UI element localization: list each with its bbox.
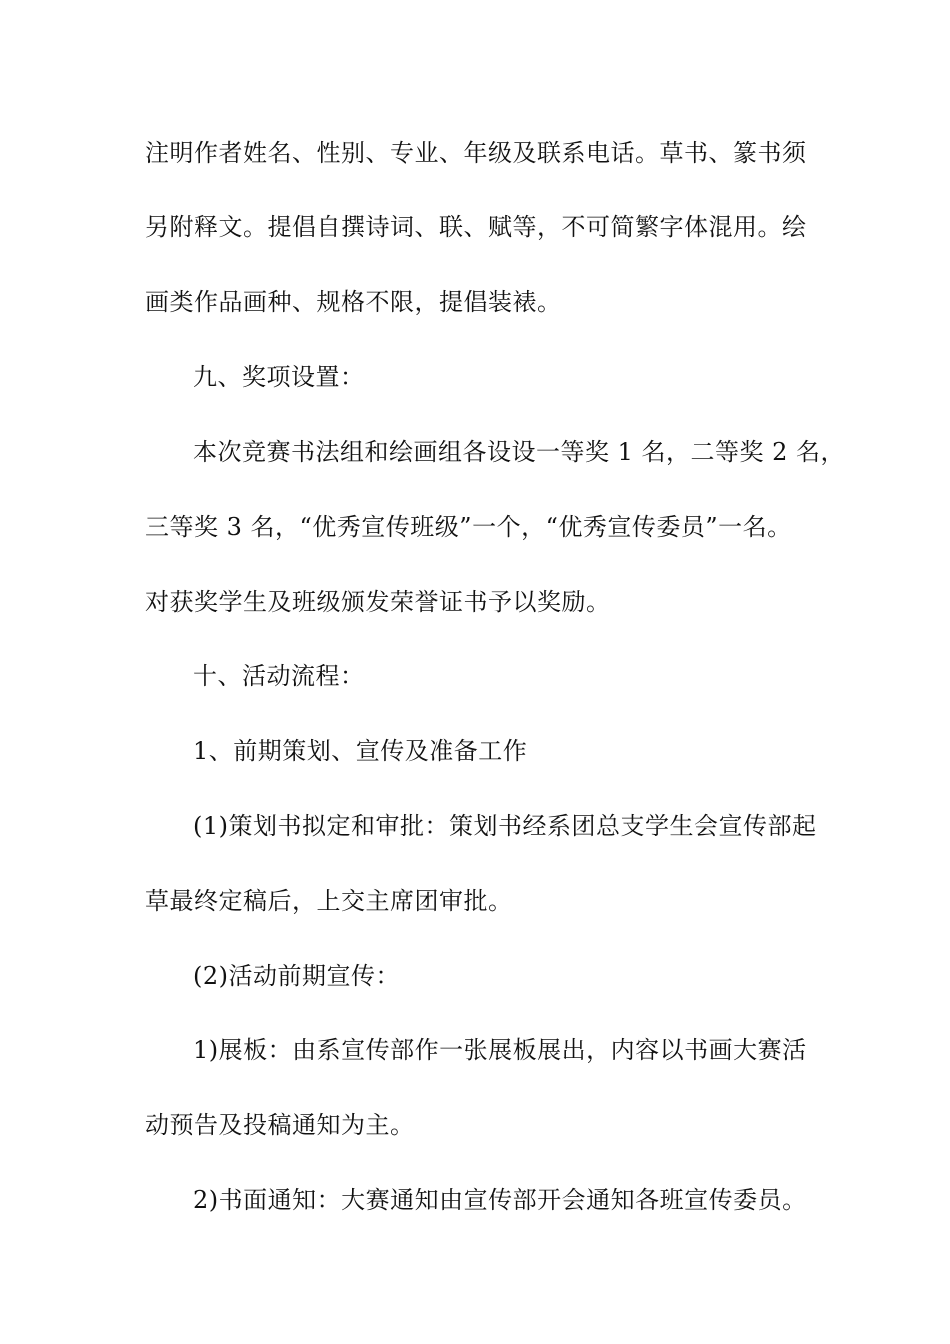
body-text-line: 注明作者姓名、性别、专业、年级及联系电话。草书、篆书须 (145, 139, 807, 167)
body-text-line: 三等奖 3 名，“优秀宣传班级”一个，“优秀宣传委员”一名。 (145, 513, 792, 541)
section-heading-awards: 九、奖项设置： (193, 363, 365, 391)
subheading-preparation: 1、前期策划、宣传及准备工作 (193, 737, 528, 765)
body-text-line: 动预告及投稿通知为主。 (145, 1111, 415, 1139)
subheading-publicity: (2)活动前期宣传： (193, 962, 400, 990)
body-text-line: 2)书面通知：大赛通知由宣传部开会通知各班宣传委员。 (193, 1186, 807, 1214)
body-text-line: (1)策划书拟定和审批：策划书经系团总支学生会宣传部起 (193, 812, 817, 840)
body-text-line: 对获奖学生及班级颁发荣誉证书予以奖励。 (145, 588, 611, 616)
body-text-line: 本次竞赛书法组和绘画组各设设一等奖 1 名，二等奖 2 名， (193, 438, 846, 466)
body-text-line: 另附释文。提倡自撰诗词、联、赋等，不可简繁字体混用。绘 (145, 213, 807, 241)
section-heading-process: 十、活动流程： (193, 662, 365, 690)
body-text-line: 画类作品画种、规格不限，提倡装裱。 (145, 288, 562, 316)
body-text-line: 草最终定稿后，上交主席团审批。 (145, 887, 513, 915)
body-text-line: 1)展板：由系宣传部作一张展板展出，内容以书画大赛活 (193, 1036, 807, 1064)
